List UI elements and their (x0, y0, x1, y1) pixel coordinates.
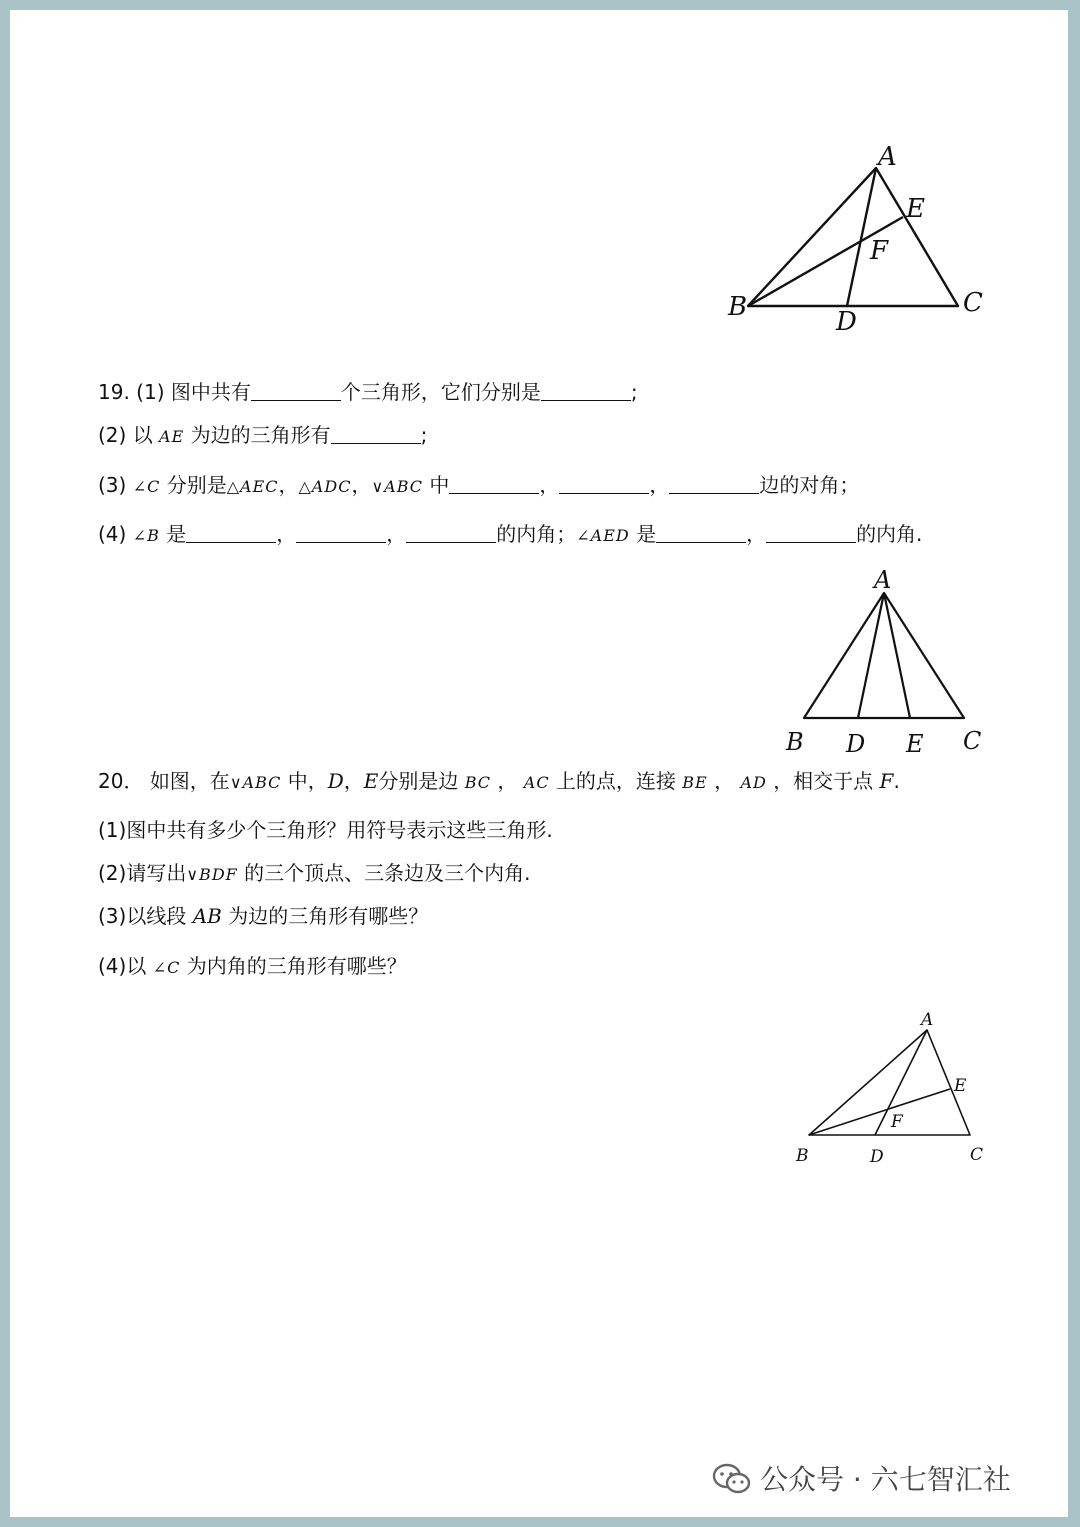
q19-part2 (98, 421, 427, 451)
q19-blank-angle-b-3[interactable] (406, 522, 496, 543)
q19-part3-comma-1: ， (278, 473, 299, 497)
q19-part3-comma-2: ， (351, 473, 372, 497)
label-b-3: B (796, 1146, 809, 1166)
wechat-icon (712, 1463, 752, 1495)
q19-part4 (98, 520, 922, 550)
q19-part2-text-c: ; (420, 423, 428, 447)
q20-angle-c: ∠C (152, 958, 181, 977)
q19-part4-text-b: 是 (166, 522, 187, 546)
q19-part3 (98, 471, 859, 501)
q20-stem-f: 上的点，连接 (555, 769, 676, 793)
label-c-2: C (963, 727, 982, 755)
q20-segment-be: BE (682, 773, 708, 792)
q19-blank-side-3[interactable] (669, 473, 759, 494)
watermark (712, 1458, 1011, 1498)
q19-triangle-abc: ∨ABC (371, 477, 423, 496)
q19-triangle-adc: △ADC (298, 477, 352, 496)
q19-part1-text-a: (1) 图中共有 (136, 380, 251, 404)
q20-stem (98, 767, 900, 797)
q20-side-ac: AC (523, 773, 550, 792)
q19-part4-text-f: 是 (636, 522, 657, 546)
q19-part3-text-b: 分别是 (166, 473, 227, 497)
q19-part1-text-b: 个三角形，它们分别是 (340, 380, 541, 404)
q20-stem-e: ， (497, 769, 518, 793)
label-a: A (878, 142, 897, 172)
figure-triangle-abc-1 (720, 135, 1010, 345)
worksheet-page (10, 10, 1068, 1517)
q19-blank-angle-b-2[interactable] (296, 522, 386, 543)
triangle-abc-outline-2 (804, 593, 964, 718)
label-d: D (836, 307, 857, 337)
q20-sub3-text-b: 为边的三角形有哪些？ (228, 904, 429, 928)
q19-blank-angle-aed-1[interactable] (656, 522, 746, 543)
q20-point-e: E (363, 769, 379, 793)
watermark-text: 公众号 · 六七智汇社 (760, 1463, 1011, 1496)
q19-part3-text-f: 边的对角； (759, 473, 860, 497)
q20-sub3 (98, 902, 428, 930)
q19-blank-count[interactable] (251, 380, 341, 401)
q20-triangle-bdf: ∨BDF (186, 865, 238, 884)
q19-blank-angle-aed-2[interactable] (766, 522, 856, 543)
q19-part4-text-a: (4) (98, 522, 127, 546)
q20-stem-c: ， (343, 769, 364, 793)
figure-triangle-abc-2 (780, 560, 1000, 760)
q20-triangle-abc: ∨ABC (229, 773, 282, 792)
q20-point-d: D (327, 769, 344, 793)
q20-side-bc: BC (464, 773, 492, 792)
label-f-3: F (891, 1112, 903, 1132)
label-e: E (906, 194, 925, 224)
q19-triangle-aec: △AEC (226, 477, 279, 496)
label-b: B (728, 292, 748, 322)
q19-angle-c: ∠C (132, 477, 161, 496)
q19-part3-text-a: (3) (98, 473, 127, 497)
q19-part4-text-h: 的内角. (856, 522, 923, 546)
q19-part3-text-e: ， (649, 473, 670, 497)
q20-segment-ad: AD (740, 773, 767, 792)
q19-part1 (98, 378, 638, 406)
label-c-3: C (970, 1145, 984, 1165)
q19-part4-text-g: ， (746, 522, 767, 546)
q20-stem-i: . (893, 769, 900, 793)
q19-part3-text-d: ， (539, 473, 560, 497)
triangle-abc-outline (748, 168, 958, 306)
q20-stem-h: ，相交于点 (773, 769, 874, 793)
q20-stem-a: 如图，在 (149, 769, 230, 793)
label-d-3: D (870, 1147, 884, 1167)
label-d-2: D (846, 730, 866, 758)
figure-triangle-abc-3 (790, 1000, 990, 1170)
q19-part4-text-c: ， (276, 522, 297, 546)
q19-blank-side-2[interactable] (559, 473, 649, 494)
q19-segment-ae: AE (159, 427, 185, 446)
q20-sub4-text-b: 为内角的三角形有哪些？ (186, 954, 407, 978)
q19-angle-aed: ∠AED (576, 526, 630, 545)
segment-be-3 (809, 1089, 950, 1135)
label-b-2: B (786, 728, 804, 756)
q20-sub1-text: (1)图中共有多少个三角形？用符号表示这些三角形. (98, 818, 553, 842)
q19-part4-text-d: ， (386, 522, 407, 546)
q19-part1-text-c: ; (630, 380, 638, 404)
q19-part2-text-a: (2) 以 (98, 423, 153, 447)
q20-sub4 (98, 952, 407, 982)
q19-part2-text-b: 为边的三角形有 (190, 423, 331, 447)
q20-number: 20． (98, 769, 144, 793)
q19-blank-ae-triangles[interactable] (331, 423, 421, 444)
q20-sub1 (98, 816, 553, 844)
label-a-3: A (921, 1010, 934, 1030)
q20-point-f: F (879, 769, 894, 793)
q20-sub2-text-a: (2)请写出 (98, 861, 187, 885)
label-c: C (963, 288, 983, 318)
q20-stem-d: 分别是边 (378, 769, 459, 793)
q19-blank-list[interactable] (541, 380, 631, 401)
q20-sub2 (98, 859, 530, 889)
q19-part3-text-c: 中 (429, 473, 450, 497)
q19-number: 19. (98, 380, 130, 404)
q19-blank-side-1[interactable] (449, 473, 539, 494)
q20-stem-b: 中， (287, 769, 328, 793)
q19-angle-b: ∠B (132, 526, 160, 545)
label-e-3: E (954, 1076, 967, 1096)
label-a-2: A (874, 566, 892, 594)
q20-sub4-text-a: (4)以 (98, 954, 147, 978)
q19-blank-angle-b-1[interactable] (186, 522, 276, 543)
q20-sub3-text-a: (3)以线段 (98, 904, 187, 928)
label-e-2: E (906, 730, 924, 758)
label-f: F (870, 236, 889, 266)
q20-sub2-text-b: 的三个顶点、三条边及三个内角. (244, 861, 531, 885)
q20-stem-g: ， (714, 769, 735, 793)
q19-part4-text-e: 的内角； (496, 522, 577, 546)
q20-segment-ab: AB (192, 904, 222, 928)
triangle-abc-outline-3 (809, 1030, 970, 1135)
